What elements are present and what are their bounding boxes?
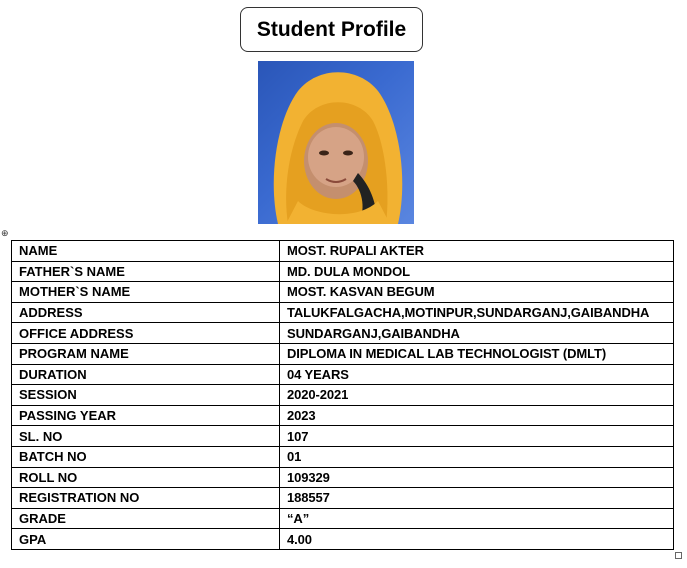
table-row — [12, 241, 674, 262]
table-row — [12, 261, 674, 282]
row-label: BATCH NO — [12, 446, 280, 467]
table-row — [12, 282, 674, 303]
row-value: 04 YEARS — [280, 364, 674, 385]
table-row — [12, 508, 674, 529]
profile-table — [11, 240, 674, 550]
row-value: 107 — [280, 426, 674, 447]
row-value: MOST. KASVAN BEGUM — [280, 282, 674, 303]
table-row — [12, 446, 674, 467]
row-label: ROLL NO — [12, 467, 280, 488]
row-label: PASSING YEAR — [12, 405, 280, 426]
table-row — [12, 364, 674, 385]
row-value: SUNDARGANJ,GAIBANDHA — [280, 323, 674, 344]
row-value: 188557 — [280, 488, 674, 509]
row-label: PROGRAM NAME — [12, 343, 280, 364]
table-row — [12, 343, 674, 364]
row-label: DURATION — [12, 364, 280, 385]
table-row — [12, 323, 674, 344]
student-photo — [258, 61, 414, 224]
row-value: MOST. RUPALI AKTER — [280, 241, 674, 262]
row-label: FATHER`S NAME — [12, 261, 280, 282]
row-value: “A” — [280, 508, 674, 529]
row-value: 109329 — [280, 467, 674, 488]
table-row — [12, 302, 674, 323]
table-row — [12, 488, 674, 509]
table-row — [12, 385, 674, 406]
row-label: REGISTRATION NO — [12, 488, 280, 509]
row-label: GRADE — [12, 508, 280, 529]
row-value: DIPLOMA IN MEDICAL LAB TECHNOLOGIST (DMLT) — [280, 343, 674, 364]
row-value: 01 — [280, 446, 674, 467]
row-label: OFFICE ADDRESS — [12, 323, 280, 344]
table-move-handle-icon[interactable]: ⊕ — [1, 228, 9, 238]
row-value: TALUKFALGACHA,MOTINPUR,SUNDARGANJ,GAIBANDHA — [280, 302, 674, 323]
table-row — [12, 405, 674, 426]
table-row — [12, 467, 674, 488]
row-label: SESSION — [12, 385, 280, 406]
row-label: SL. NO — [12, 426, 280, 447]
row-label: ADDRESS — [12, 302, 280, 323]
table-resize-handle[interactable] — [675, 552, 682, 559]
row-value: MD. DULA MONDOL — [280, 261, 674, 282]
row-value: 4.00 — [280, 529, 674, 550]
row-label: GPA — [12, 529, 280, 550]
table-row — [12, 529, 674, 550]
page-title: Student Profile — [240, 7, 423, 52]
row-value: 2020-2021 — [280, 385, 674, 406]
row-label: NAME — [12, 241, 280, 262]
table-row — [12, 426, 674, 447]
row-label: MOTHER`S NAME — [12, 282, 280, 303]
row-value: 2023 — [280, 405, 674, 426]
